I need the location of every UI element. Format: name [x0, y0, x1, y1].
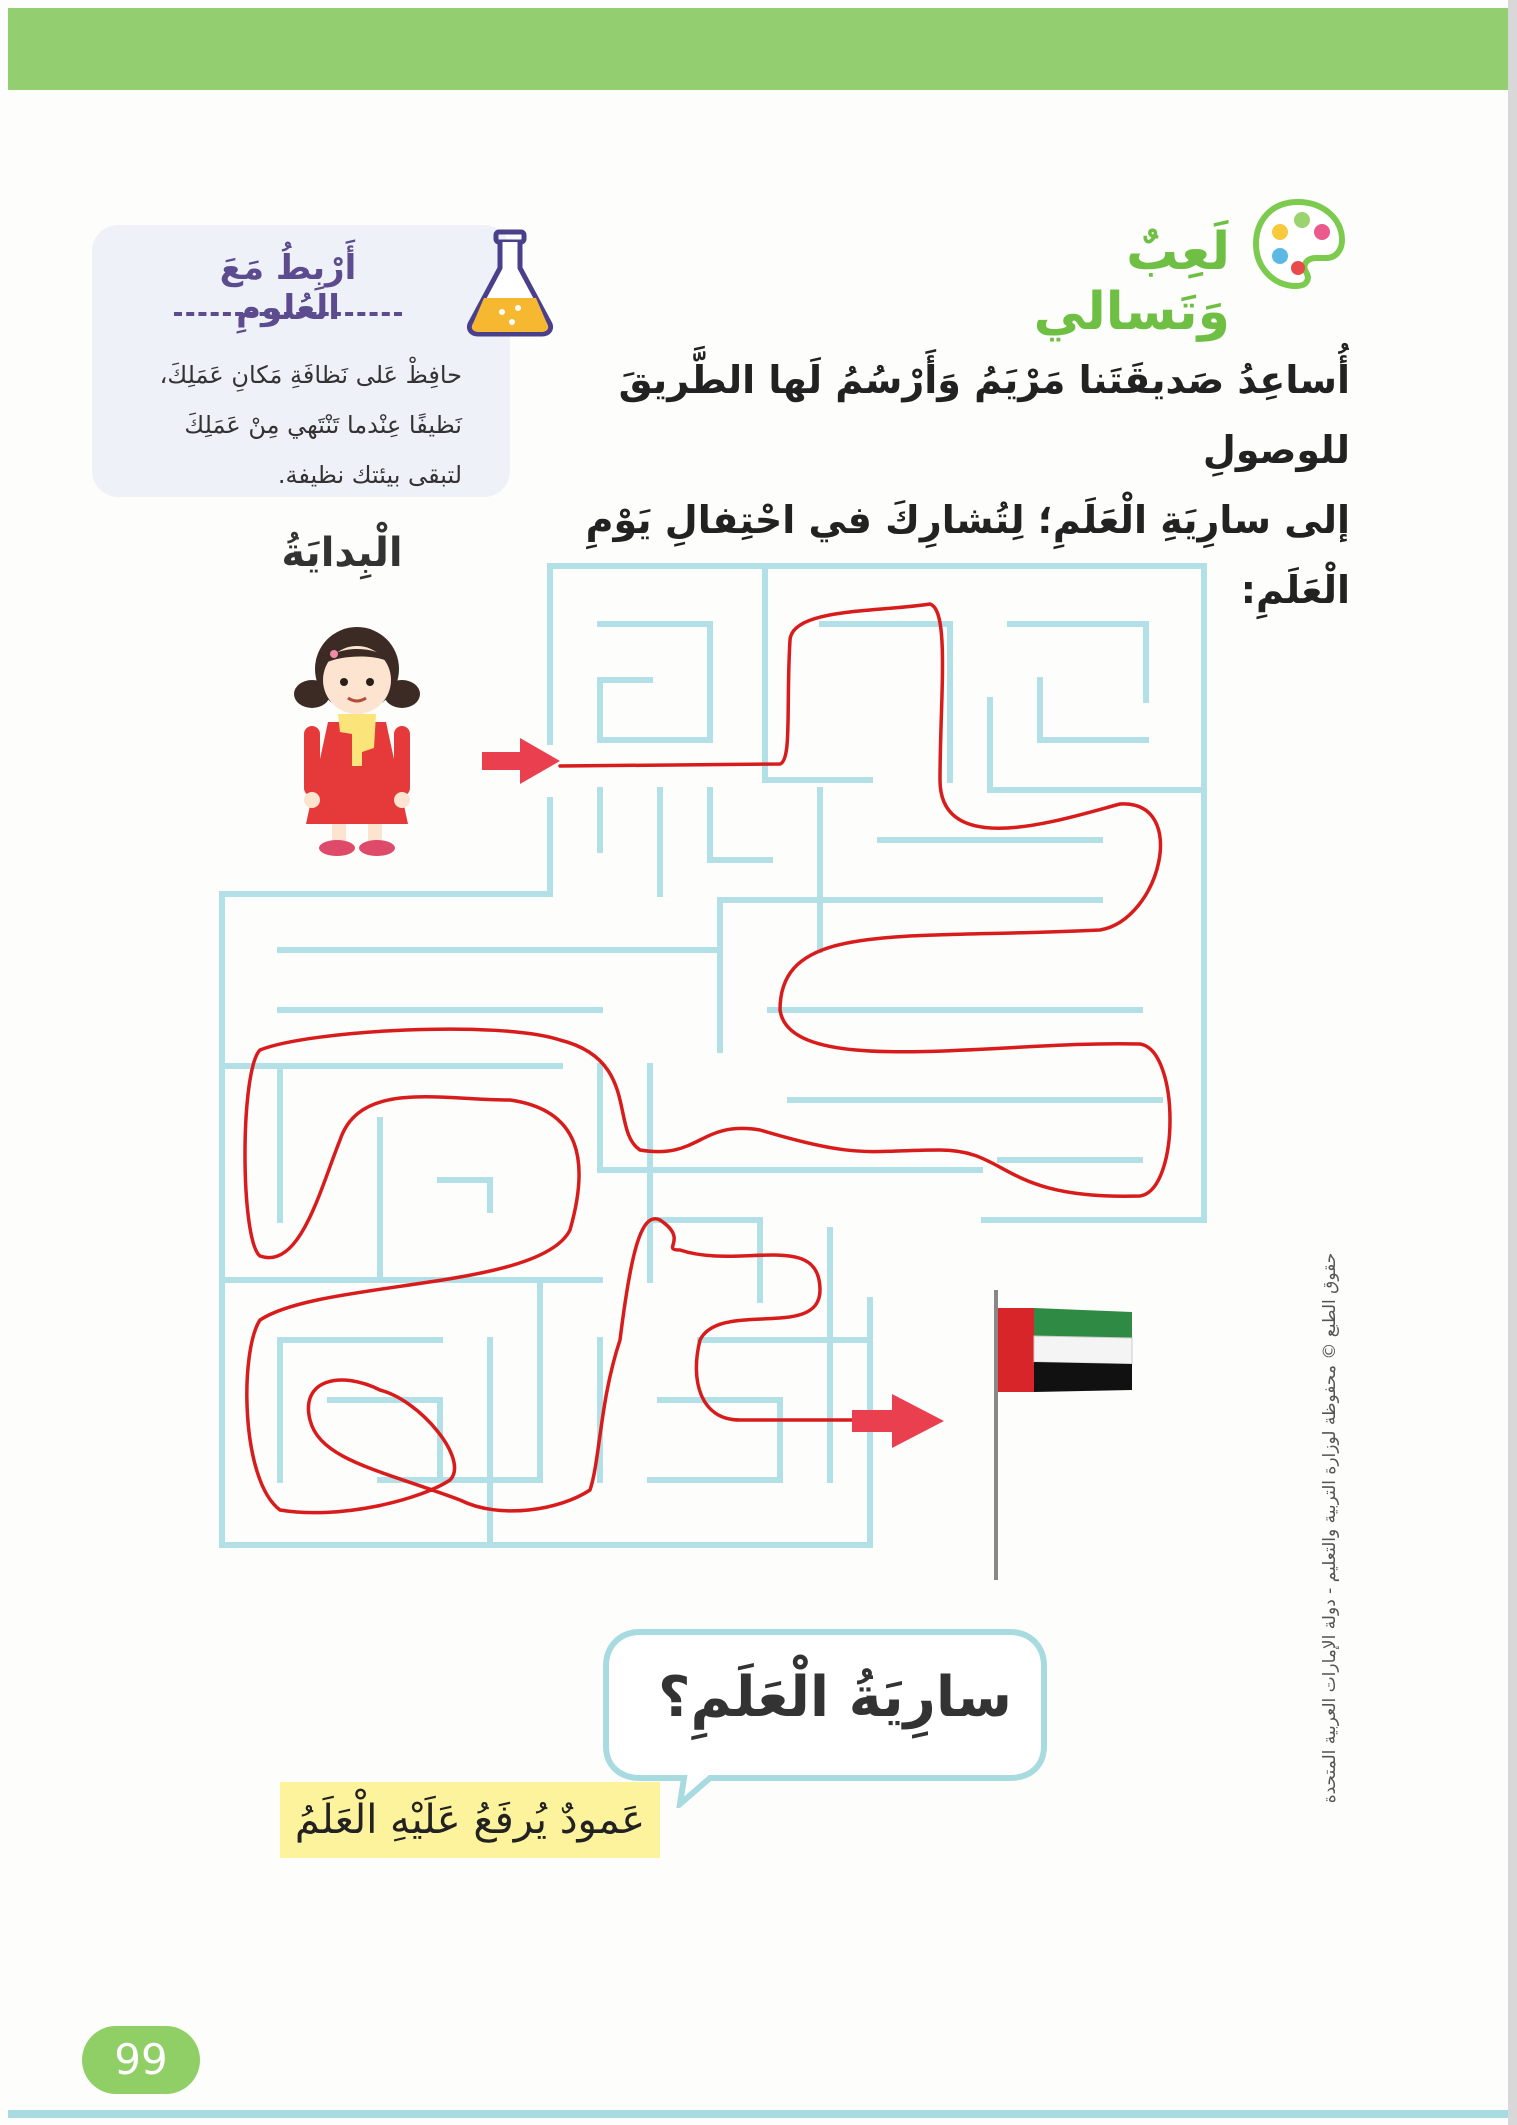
instruction-line-2: إلى سارِيَةِ الْعَلَمِ؛ لِتُشارِكَ في احْتِفالِ يَوْمِ الْعَلَمِ:: [585, 498, 1350, 612]
science-line-2: نَظيفًا عِنْدما تَنْتَهي مِنْ عَمَلِكَ: [184, 411, 462, 439]
bottom-rule: [8, 2110, 1508, 2118]
definition-text: عَمودٌ يُرفَعُ عَلَيْهِ الْعَلَمُ: [280, 1782, 660, 1858]
copyright-text: حقوق الطبع © محفوظة لوزارة التربية والتعليم - دولة الإمارات العربية المتحدة: [1320, 1252, 1340, 1804]
science-box-title: أَرْبِطُ مَعَ العُلومِ: [219, 248, 357, 328]
start-label: الْبِدايَةُ: [281, 530, 403, 576]
science-line-3: لتبقى بيئتك نظيفة.: [277, 461, 462, 489]
section-title: لَعِبٌ وَتَسالي: [1033, 222, 1230, 342]
instruction-line-1: أُساعِدُ صَديقَتَنا مَرْيَمُ وَأَرْسُمُ لَها الطَّريقَ للوصولِ: [618, 358, 1350, 472]
finish-arrow: [852, 1394, 944, 1448]
page-number: 99: [82, 2026, 200, 2094]
uae-flag-icon: [986, 1290, 1146, 1580]
science-line-1: حافِظْ عَلى نَظافَةِ مَكانِ عَمَلِكَ،: [159, 361, 462, 389]
bubble-text: سارِيَةُ الْعَلَمِ؟: [658, 1665, 1012, 1730]
